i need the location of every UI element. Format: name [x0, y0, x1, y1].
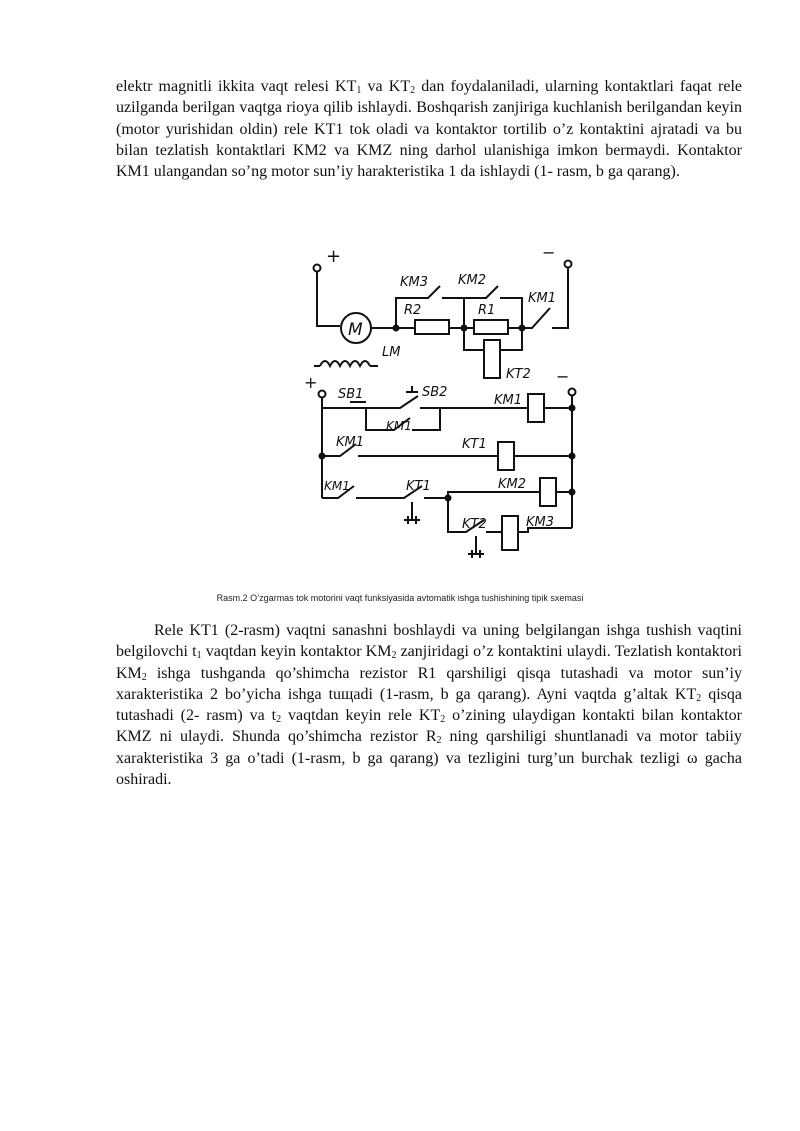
subscript: 2: [436, 735, 442, 747]
text-run: elektr magnitli ikkita vaqt relesi KT: [116, 78, 357, 95]
label-kt2-top: KT2: [506, 367, 531, 382]
subscript: 2: [440, 714, 446, 726]
coil-kt1: [498, 442, 514, 470]
text-run: va KT: [361, 78, 411, 95]
label-plus-top: +: [326, 246, 342, 267]
label-minus-top: −: [542, 243, 556, 262]
subscript: 1: [196, 650, 202, 662]
text-run: vaqtdan keyin kontaktor KM: [201, 643, 392, 661]
subscript: 2: [410, 85, 416, 96]
text-run: zanjiridagi o’z kontaktini ulaydi. Tezlatish kontaktori KM: [116, 643, 742, 682]
label-r2: R2: [404, 303, 422, 318]
label-km1-top: KM1: [528, 291, 557, 306]
label-km2-top: KM2: [458, 273, 487, 288]
field-winding-lm: [320, 361, 370, 366]
circuit-diagram: [300, 240, 590, 570]
text-run: dan foydalaniladi, ularning kontaktlari faqat rele uzilganda berilgan vaqtga rioya qilib ishlaydi. Boshqarish zanjiriga kuchlanish berilgandan keyin (motor yurishidan oldin) rele KT1 tok oladi va kontaktor tortilib o’z kontaktini ajratadi va bu bilan tezlatish kontaktlari KM2 va KMZ ning darhol ulanishiga imkon bermaydi. Kontaktor KM1 ulangandan so’ng motor sun’iy harakteristika 1 da ishlaydi (1- rasm, b ga qarang).: [116, 78, 742, 181]
label-km3-coil: KM3: [526, 515, 555, 530]
subscript: 1: [356, 85, 362, 96]
label-motor: M: [348, 320, 363, 340]
subscript: 2: [141, 671, 147, 683]
coil-kt2: [484, 340, 500, 378]
terminal-minus-top: [565, 261, 572, 268]
subscript: 2: [696, 692, 702, 704]
label-sb2: SB2: [422, 385, 448, 400]
subscript: 2: [276, 714, 282, 726]
label-km1-contact: KM1: [336, 435, 365, 450]
label-km2-coil: KM2: [498, 477, 527, 492]
text-run: Rele KT1 (2-rasm) vaqtni sanashni boshlaydi va uning belgilangan ishga tushish vaqtini belgilovchi t: [116, 622, 742, 661]
label-km1-coil: KM1: [494, 393, 523, 408]
label-plus-mid: +: [304, 373, 318, 392]
label-km1-contact2: KM1: [324, 479, 350, 493]
coil-km3: [502, 516, 518, 550]
label-kt1-coil: KT1: [462, 437, 487, 452]
label-km1-hold: KM1: [386, 419, 412, 433]
resistor-r2: [415, 320, 449, 334]
label-km3-top: KM3: [400, 275, 429, 290]
label-minus-mid: −: [556, 367, 570, 386]
label-kt1-contact: KT1: [406, 479, 431, 494]
coil-km1: [528, 394, 544, 422]
terminal-minus-mid: [569, 389, 576, 396]
label-lm: LM: [382, 345, 401, 360]
text-run: vaqtdan keyin rele KT: [281, 707, 441, 725]
text-run: ishga tushganda qo’shimcha rezistor R1 qarshiligi qisqa tutashadi va motor sun’iy xarakteristika 2 bo’yicha ishga tuщadi (1-rasm, b ga qarang). Ayni vaqtda g’altak KT: [116, 664, 742, 703]
label-kt2-contact: KT2: [462, 517, 487, 532]
figure-caption: Rasm.2 O’zgarmas tok motorini vaqt funksiyasida avtomatik ishga tushishining tipik sxemasi: [216, 593, 584, 603]
label-r1: R1: [478, 303, 496, 318]
coil-km2: [540, 478, 556, 506]
terminal-plus-top: [314, 265, 321, 272]
terminal-plus-mid: [319, 391, 326, 398]
resistor-r1: [474, 320, 508, 334]
label-sb1: SB1: [338, 387, 364, 402]
subscript: 2: [391, 650, 397, 662]
text-run: o’zining ulaydigan kontakti bilan kontaktor KMZ ni ulaydi. Shunda qo’shimcha rezistor R: [116, 707, 742, 746]
paragraph-2: [116, 620, 742, 790]
text-run: qisqa tutashadi (2- rasm) va t: [116, 685, 742, 725]
text-run: ning qarshiligi shuntlanadi va motor tabiiy xarakteristika 3 ga o’tadi (1-rasm, b ga qarang) va tezligini turg’un burchak tezligi ω gacha oshiradi.: [116, 728, 742, 789]
paragraph-1: [116, 76, 742, 182]
